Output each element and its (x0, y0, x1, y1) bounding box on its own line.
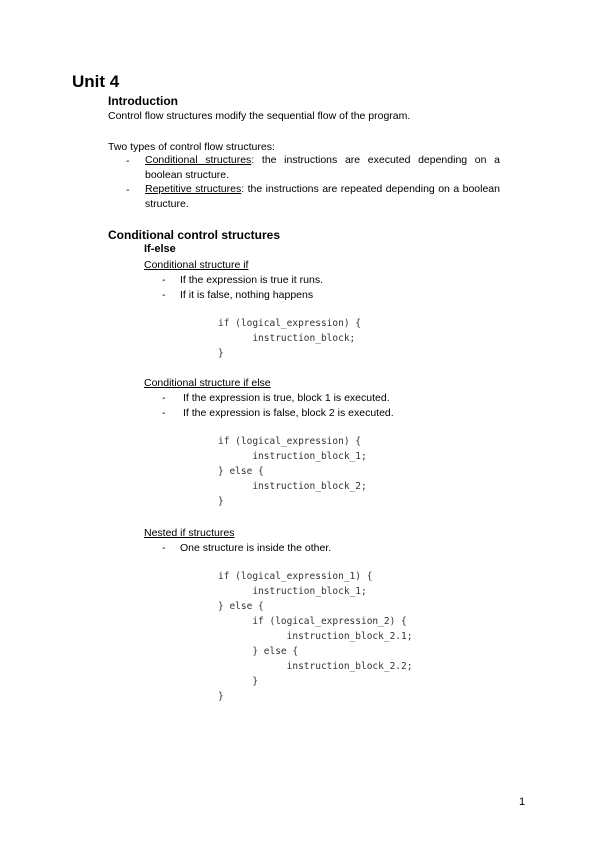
term-repetitive-structures: Repetitive structures (145, 183, 242, 195)
code-line: } (218, 348, 224, 359)
code-line: if (logical_expression) { (218, 318, 361, 329)
intro-paragraph: Control flow structures modify the sequential flow of the program. (108, 110, 411, 122)
bullet-dash: - (162, 542, 166, 554)
types-intro: Two types of control flow structures: (108, 141, 275, 153)
bullet-dash: - (162, 274, 166, 286)
bullet-dash: - (126, 184, 130, 196)
nested-code-block (218, 569, 412, 704)
if-bullet-2: If it is false, nothing happens (180, 289, 314, 301)
unit-title: Unit 4 (72, 72, 120, 91)
bullet-text: : the instructions are executed depending on a boolean structure. (145, 154, 500, 181)
bullet-repetitive-structures (145, 182, 500, 212)
nested-bullet-1: One structure is inside the other. (180, 542, 332, 554)
code-line: instruction_block_2.2; (218, 661, 413, 672)
bullet-dash: - (162, 289, 166, 301)
code-line: } (218, 676, 259, 687)
code-line: instruction_block; (218, 333, 356, 344)
if-else-bullet-2: If the expression is false, block 2 is executed. (183, 407, 394, 419)
bullet-dash: - (126, 155, 130, 167)
bullet-conditional-structures (145, 153, 500, 183)
page-number: 1 (519, 796, 526, 808)
if-bullet-1: If the expression is true it runs. (180, 274, 323, 286)
code-line: } else { (218, 646, 299, 657)
code-line: } (218, 496, 224, 507)
if-code-block (218, 316, 361, 361)
bullet-text: : the instructions are repeated depending on a boolean structure. (145, 183, 500, 210)
bullet-dash: - (162, 392, 166, 404)
code-line: } else { (218, 601, 264, 612)
code-line: } else { (218, 466, 264, 477)
code-line: instruction_block_1; (218, 586, 367, 597)
if-title: Conditional structure if (144, 259, 249, 271)
code-line: instruction_block_2; (218, 481, 367, 492)
code-line: instruction_block_1; (218, 451, 367, 462)
code-line: if (logical_expression) { (218, 436, 361, 447)
bullet-dash: - (162, 407, 166, 419)
conditional-heading: Conditional control structures (108, 228, 281, 242)
code-line: if (logical_expression_2) { (218, 616, 407, 627)
if-else-bullet-1: If the expression is true, block 1 is executed. (183, 392, 390, 404)
code-line: } (218, 691, 224, 702)
nested-title: Nested if structures (144, 527, 235, 539)
term-conditional-structures: Conditional structures (145, 154, 252, 166)
code-line: instruction_block_2.1; (218, 631, 413, 642)
if-else-code-block (218, 434, 367, 509)
if-else-title: Conditional structure if else (144, 377, 271, 389)
introduction-heading: Introduction (108, 94, 178, 108)
code-line: if (logical_expression_1) { (218, 571, 373, 582)
if-else-subheading: If-else (144, 243, 176, 255)
